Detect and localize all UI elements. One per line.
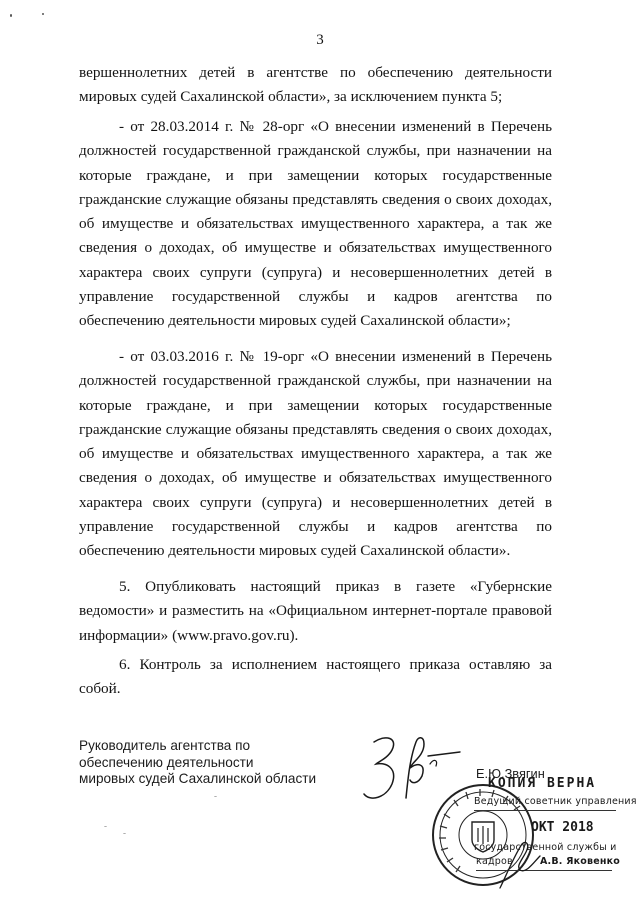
stamp-signer: А.В. Яковенко bbox=[540, 856, 621, 867]
stamp-position-line1: Ведущий советник управления bbox=[474, 796, 637, 807]
stamp-handwritten-initials bbox=[496, 836, 546, 892]
paragraph-order-2016: - от 03.03.2016 г. № 19-орг «О внесении изменений в Перечень должностей государственной гражданской службы, при назначении на которые граждане, и при замещении которых государственные гражданские служащие обязаны представлять сведения о своих доходах, об имуществе и обязательствах имущественного характера, а так же сведения о доходах, об имуществе и обязательствах имущественного характера своих супруги (супруга) и несовершеннолетних детей в управление государственной службы и кадров агентства по обеспечению деятельности мировых судей Сахалинской области». bbox=[79, 348, 552, 560]
scan-speck bbox=[214, 796, 217, 797]
signer-position-line: Руководитель агентства по bbox=[79, 738, 251, 753]
scan-speck bbox=[10, 14, 12, 17]
stamp-certified-title: КОПИЯ ВЕРНА bbox=[488, 776, 597, 791]
paragraph-item-6: 6. Контроль за исполнением настоящего приказа оставляю за собой. bbox=[79, 656, 552, 698]
signer-position-line: мировых судей Сахалинской области bbox=[79, 771, 317, 786]
paragraph-order-2014: - от 28.03.2014 г. № 28-орг «О внесении изменений в Перечень должностей государственной гражданской службы, при назначении на которые граждане, и при замещении которых государственные гражданские служащие обязаны представлять сведения о своих доходах, об имуществе и обязательствах имущественного характера, а так же сведения о доходах, об имуществе и обязательствах имущественного характера своих супруги (супруга) и несовершеннолетних детей в управление государственной службы и кадров агентства по обеспечению деятельности мировых судей Сахалинской области»; bbox=[79, 118, 552, 330]
stamp-position-line3: кадров bbox=[476, 856, 513, 867]
stamp-underline bbox=[474, 810, 616, 811]
scan-speck bbox=[123, 833, 126, 834]
stamp-position-line2: государственной службы и bbox=[474, 842, 617, 853]
paragraph-continuation: вершеннолетних детей в агентстве по обеспечению деятельности мировых судей Сахалинской области», за исключением пункта 5; bbox=[79, 64, 552, 106]
signer-position bbox=[79, 738, 339, 788]
paragraph-item-5: 5. Опубликовать настоящий приказ в газете «Губернские ведомости» и разместить на «Официальном интернет-портале правовой информации» (www.pravo.gov.ru). bbox=[79, 578, 552, 644]
page-number: 3 bbox=[316, 32, 324, 48]
scan-speck bbox=[104, 826, 107, 827]
stamp-date: ОКТ 2018 bbox=[531, 820, 594, 835]
signer-name: Е.Ю.Звягин bbox=[476, 766, 545, 781]
signer-position-line: обеспечению деятельности bbox=[79, 754, 254, 770]
scan-speck bbox=[42, 13, 44, 15]
